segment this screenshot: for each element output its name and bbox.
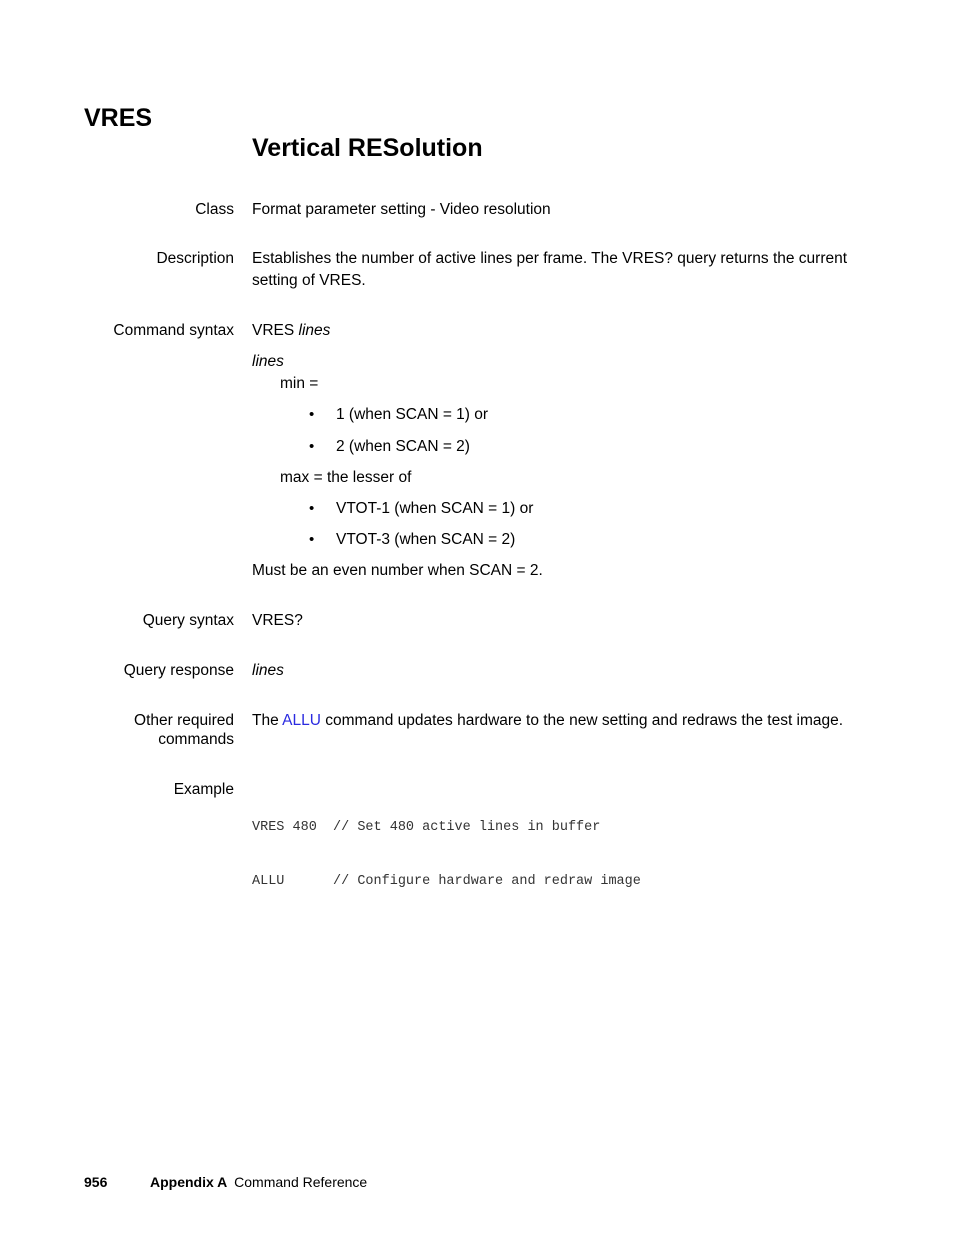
bullet-icon: • bbox=[309, 531, 315, 548]
query-syntax-label: Query syntax bbox=[142, 612, 234, 629]
param-name: lines bbox=[252, 353, 284, 370]
page-number: 956 bbox=[84, 1174, 108, 1190]
bullet-icon: • bbox=[309, 500, 315, 517]
description-text bbox=[252, 248, 847, 292]
other-required-label-line-1: Other required bbox=[134, 712, 234, 729]
min-label: min = bbox=[280, 375, 319, 392]
query-syntax-text: VRES? bbox=[252, 612, 303, 629]
other-required-label bbox=[134, 710, 234, 751]
bullet-icon: • bbox=[309, 438, 315, 455]
description-line-2: setting of VRES. bbox=[252, 272, 366, 289]
bullet-icon: • bbox=[309, 406, 315, 423]
command-syntax-label: Command syntax bbox=[113, 322, 234, 339]
footer-title: Command Reference bbox=[234, 1174, 368, 1190]
syntax-note: Must be an even number when SCAN = 2. bbox=[252, 562, 543, 579]
allu-link[interactable]: ALLU bbox=[282, 712, 321, 729]
command-syntax-cmd: VRES bbox=[252, 322, 295, 339]
max-item-1: VTOT-1 (when SCAN = 1) or bbox=[336, 500, 534, 517]
command-syntax-param: lines bbox=[298, 322, 331, 339]
min-item-1: 1 (when SCAN = 1) or bbox=[336, 406, 489, 423]
footer-appendix: Appendix A bbox=[150, 1174, 228, 1190]
max-item-2: VTOT-3 (when SCAN = 2) bbox=[336, 531, 516, 548]
footer-section bbox=[150, 1174, 367, 1190]
description-line-1: Establishes the number of active lines per frame. The VRES? query returns the current bbox=[252, 250, 848, 267]
example-code bbox=[252, 783, 641, 909]
other-required-text-before: The bbox=[252, 712, 283, 729]
example-code-line-2: ALLU // Configure hardware and redraw image bbox=[252, 874, 641, 889]
class-label: Class bbox=[195, 201, 234, 218]
command-full-name: Vertical RESolution bbox=[252, 134, 483, 162]
other-required-label-line-2: commands bbox=[158, 731, 234, 748]
command-title: VRES bbox=[84, 104, 153, 132]
class-text: Format parameter setting - Video resolution bbox=[252, 201, 551, 218]
max-label: max = the lesser of bbox=[280, 469, 412, 486]
query-response-label: Query response bbox=[123, 662, 234, 679]
example-code-line-1: VRES 480 // Set 480 active lines in buffer bbox=[252, 820, 601, 835]
other-required-text-after: command updates hardware to the new setting and redraws the test image. bbox=[320, 712, 844, 729]
description-label: Description bbox=[156, 250, 234, 267]
min-item-2: 2 (when SCAN = 2) bbox=[336, 438, 470, 455]
command-syntax-text bbox=[252, 322, 330, 340]
example-label: Example bbox=[173, 781, 234, 798]
other-required-text bbox=[252, 712, 843, 730]
query-response-text: lines bbox=[252, 662, 284, 679]
